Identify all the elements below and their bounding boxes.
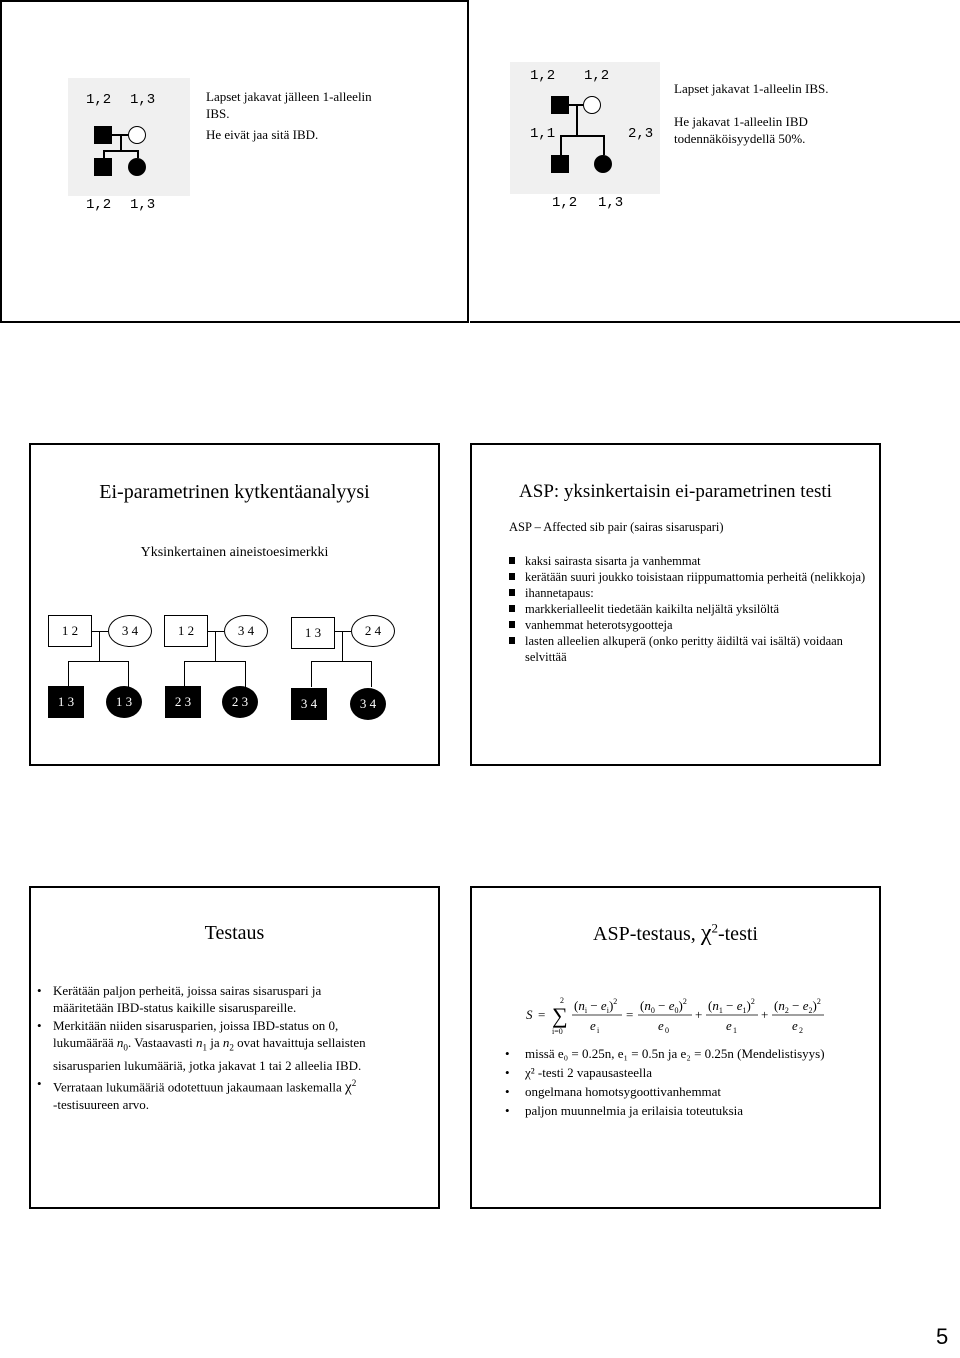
bullet-dot-icon: • bbox=[37, 983, 42, 998]
bullet-dot-icon: • bbox=[37, 1018, 42, 1033]
slide-ibd-ibs bbox=[0, 0, 469, 323]
sub-list-item: vanhemmat heterotsygootteja bbox=[509, 617, 869, 633]
allele-label: 1,3 bbox=[130, 92, 156, 108]
slide-title: Ei-parametrinen kytkentäanalyysi bbox=[99, 481, 370, 503]
child-line bbox=[371, 661, 372, 687]
svg-text:0: 0 bbox=[665, 1026, 669, 1035]
allele-label: 1,2 bbox=[86, 92, 112, 108]
mating-line bbox=[208, 631, 224, 632]
square-bullet-icon bbox=[509, 589, 515, 596]
square-bullet-icon bbox=[509, 605, 515, 612]
father-square bbox=[551, 96, 569, 114]
affected-son-square bbox=[94, 158, 112, 176]
parent-mother: 2 4 bbox=[351, 615, 395, 647]
list-item: kaksi sairasta sisarta ja vanhemmat bbox=[509, 553, 869, 569]
child-line bbox=[184, 661, 185, 687]
left-caption: Lapset jakavat jälleen 1-alleelin IBS. He eivät jaa sitä IBD. bbox=[206, 89, 372, 142]
slide-asp-chi-square bbox=[470, 886, 881, 1209]
slide-testing bbox=[29, 886, 440, 1209]
affected-child: 3 4 bbox=[291, 688, 327, 720]
sibship-line bbox=[184, 661, 246, 662]
bullet-dot-icon: • bbox=[505, 1103, 510, 1118]
slide-subtitle: Yksinkertainen aineistoesimerkki bbox=[140, 545, 329, 560]
svg-text:=: = bbox=[626, 1007, 634, 1022]
affected-daughter-circle bbox=[594, 155, 612, 173]
svg-text:+: + bbox=[695, 1007, 703, 1022]
child-line bbox=[560, 135, 562, 155]
allele-label: 1,3 bbox=[598, 195, 624, 211]
chi-square-formula bbox=[522, 990, 852, 1040]
bullet-list bbox=[509, 553, 869, 665]
svg-text:i: i bbox=[597, 1026, 600, 1035]
slide-ibd-ibs-2 bbox=[470, 0, 960, 323]
svg-text:i=0: i=0 bbox=[552, 1027, 563, 1036]
child-line bbox=[603, 135, 605, 155]
child-line bbox=[245, 661, 246, 687]
svg-text:(n1 − e1)2: $(n_1 - e_1)^2$ bbox=[708, 997, 755, 1015]
descent-line bbox=[342, 631, 343, 661]
page-number: 5 bbox=[936, 1324, 949, 1349]
svg-text:∑: ∑ bbox=[552, 1003, 568, 1028]
child-line bbox=[128, 661, 129, 687]
svg-text:=: = bbox=[538, 1007, 546, 1022]
square-bullet-icon bbox=[509, 573, 515, 580]
bullet-dot-icon: • bbox=[37, 1075, 42, 1091]
allele-label: 2,3 bbox=[628, 126, 654, 142]
bullet-list bbox=[505, 1044, 875, 1120]
parent-father: 1 3 bbox=[291, 617, 335, 649]
affected-child: 1 3 bbox=[106, 686, 142, 718]
affected-child: 3 4 bbox=[350, 688, 386, 720]
svg-text:2: 2 bbox=[560, 996, 564, 1005]
affected-daughter-circle bbox=[128, 158, 146, 176]
slide-title: Testaus bbox=[204, 922, 265, 944]
svg-text:(ni − ei)2: $(n_i - e_i)^2$ bbox=[574, 997, 618, 1015]
bullet-dot-icon: • bbox=[505, 1046, 510, 1061]
slide-nonparametric-linkage bbox=[29, 443, 440, 766]
allele-label: 1,2 bbox=[552, 195, 578, 211]
parent-mother: 3 4 bbox=[224, 615, 268, 647]
svg-text:(n0 − e0)2: $(n_0 - e_0)^2$ bbox=[640, 997, 687, 1015]
svg-text:2: 2 bbox=[799, 1026, 803, 1035]
sibship-line bbox=[68, 661, 128, 662]
descent-line bbox=[215, 631, 216, 661]
allele-label: 1,3 bbox=[130, 197, 156, 213]
allele-label: 1,2 bbox=[584, 68, 610, 84]
slide-asp-test bbox=[470, 443, 881, 766]
bullet-list bbox=[37, 982, 377, 1113]
parent-father: 1 2 bbox=[164, 615, 208, 647]
asp-intro: ASP – Affected sib pair (sairas sisaruspari) bbox=[509, 520, 724, 534]
svg-text:+: + bbox=[761, 1007, 769, 1022]
descent-line bbox=[576, 105, 578, 135]
sub-list-item: markkerialleelit tiedetään kaikilta neljältä yksilöltä bbox=[509, 601, 869, 617]
father-square bbox=[94, 126, 112, 144]
allele-label: 1,1 bbox=[530, 126, 556, 142]
affected-child: 2 3 bbox=[222, 686, 258, 718]
child-line bbox=[137, 150, 139, 158]
svg-text:(n2 − e2)2: $(n_2 - e_2)^2$ bbox=[774, 997, 821, 1015]
sibship-line bbox=[103, 150, 138, 152]
mating-line bbox=[335, 631, 351, 632]
mother-circle bbox=[128, 126, 146, 144]
svg-text:e: e bbox=[590, 1018, 596, 1033]
affected-son-square bbox=[551, 155, 569, 173]
svg-text:e: e bbox=[658, 1018, 664, 1033]
slide-title: ASP-testaus, $\chi^2$-testi bbox=[593, 920, 758, 946]
svg-text:S: S bbox=[526, 1007, 533, 1022]
sibship-line bbox=[311, 661, 371, 662]
affected-child: 2 3 bbox=[165, 686, 201, 718]
parent-father: 1 2 bbox=[48, 615, 92, 647]
list-item: • Verrataan lukumääriä odotettuun jakaumaan laskemalla $\chi^2$ -testisuureen arvo. bbox=[37, 1075, 357, 1112]
square-bullet-icon bbox=[509, 637, 515, 644]
square-bullet-icon bbox=[509, 621, 515, 628]
child-line bbox=[103, 150, 105, 158]
allele-label: 1,2 bbox=[530, 68, 556, 84]
child-line bbox=[68, 661, 69, 687]
sibship-line bbox=[560, 135, 604, 137]
list-item: • Merkitään niiden sisarusparien, joissa IBD-status on 0, lukumäärää $n_0$. Vastaavasti $n_1$ ja $n_2$ ovat havaittuja sellaisten sisarusparien lukumääriä, jotka jakavat 1 tai 2 alleelia IBD. bbox=[37, 1018, 366, 1073]
list-item: • ongelmana homotsygoottivanhemmat bbox=[505, 1084, 722, 1099]
list-item: • missä e₀ = 0.25n, e₁ = 0.5n ja e₂ = 0.25n (Mendelistisyys) bbox=[505, 1046, 825, 1061]
descent-line bbox=[99, 631, 100, 661]
bullet-dot-icon: • bbox=[505, 1065, 510, 1080]
list-item: • χ² -testi 2 vapausasteella bbox=[505, 1065, 652, 1080]
parent-mother: 3 4 bbox=[108, 615, 152, 647]
mother-circle bbox=[583, 96, 601, 114]
bullet-dot-icon: • bbox=[505, 1084, 510, 1099]
svg-text:e: e bbox=[792, 1018, 798, 1033]
allele-label: 1,2 bbox=[86, 197, 112, 213]
list-item: • paljon muunnelmia ja erilaisia toteutuksia bbox=[505, 1103, 744, 1118]
svg-text:e: e bbox=[726, 1018, 732, 1033]
square-bullet-icon bbox=[509, 557, 515, 564]
list-item: ihannetapaus: bbox=[509, 585, 869, 601]
svg-text:1: 1 bbox=[733, 1026, 737, 1035]
sub-list-item: lasten alleelien alkuperä (onko peritty äidiltä vai isältä) voidaan selvittää bbox=[509, 633, 869, 665]
child-line bbox=[311, 661, 312, 687]
descent-line bbox=[120, 135, 122, 150]
right-caption: Lapset jakavat 1-alleelin IBS. He jakavat 1-alleelin IBD todennäköisyydellä 50%. bbox=[674, 81, 829, 146]
list-item: kerätään suuri joukko toisistaan riippumattomia perheitä (nelikkoja) bbox=[509, 569, 869, 585]
slide-title: ASP: yksinkertaisin ei-parametrinen testi bbox=[519, 481, 832, 502]
affected-child: 1 3 bbox=[48, 686, 84, 718]
mating-line bbox=[92, 631, 108, 632]
list-item: • Kerätään paljon perheitä, joissa sairas sisaruspari ja määritetään IBD-status kaikille sisaruspareille. bbox=[37, 983, 322, 1015]
